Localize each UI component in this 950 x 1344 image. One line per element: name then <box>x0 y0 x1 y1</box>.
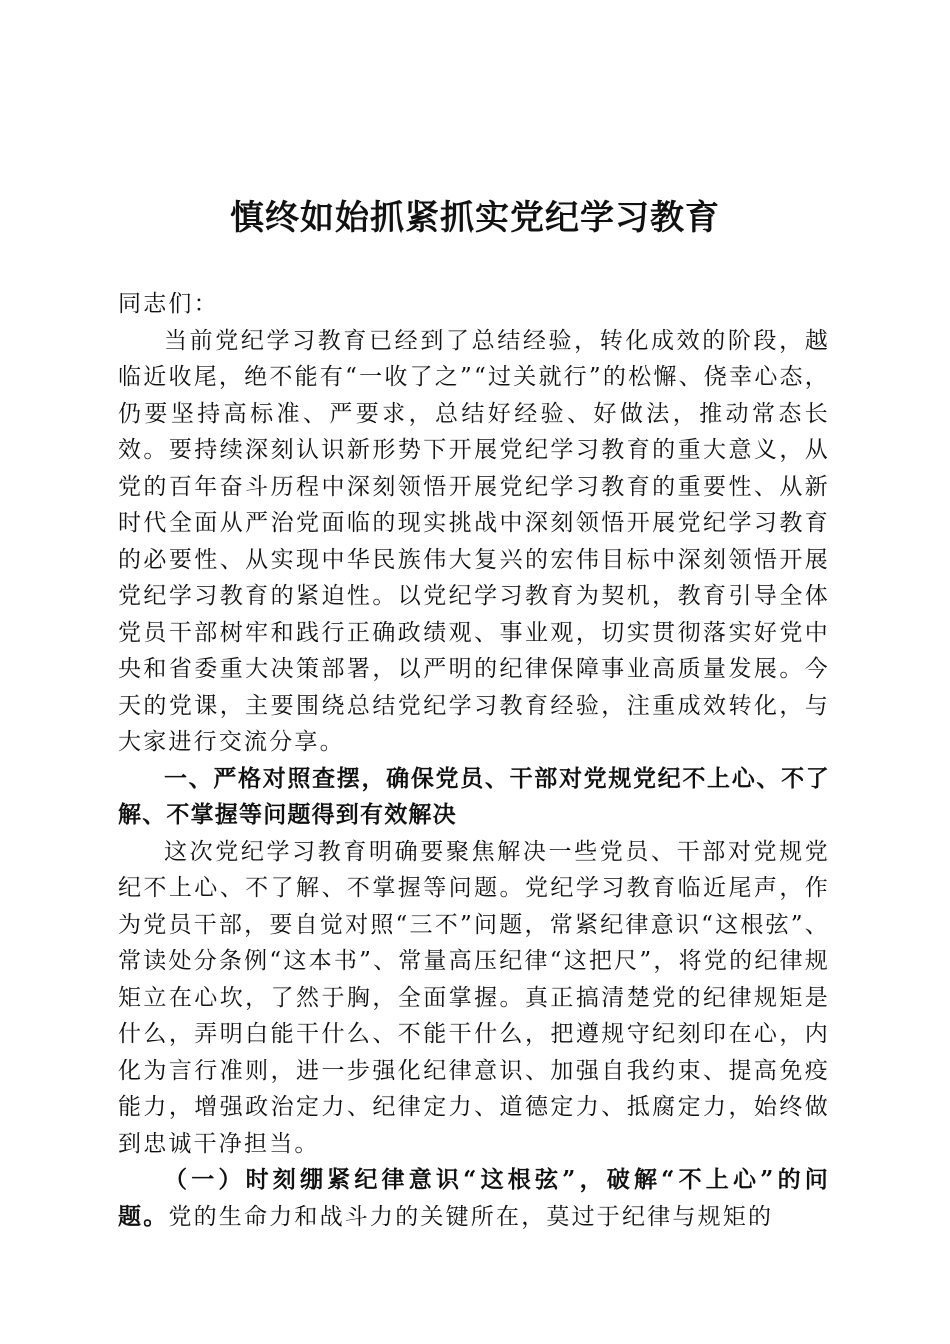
subsection-text-1: 党的生命力和战斗力的关键所在，莫过于纪律与规矩的 <box>168 1203 774 1230</box>
paragraph-section-1: 这次党纪学习教育明确要聚焦解决一些党员、干部对党规党纪不上心、不了解、不掌握等问题。党纪学习教育临近尾声，作为党员干部，要自觉对照“三不”问题，常紧纪律意识“这根弦”、常读处分条例“这本书”、常量高压纪律“这把尺”，将党的纪律规矩立在心坎，了然于胸，全面掌握。真正搞清楚党的纪律规矩是什么，弄明白能干什么、不能干什么，把遵规守纪刻印在心，内化为言行准则，进一步强化纪律意识、加强自我约束、提高免疫能力，增强政治定力、纪律定力、道德定力、抵腐定力，始终做到忠诚干净担当。 <box>118 838 830 1157</box>
document-title: 慎终如始抓紧抓实党纪学习教育 <box>230 198 720 238</box>
subsection-heading-1: （一）时刻绷紧纪律意识“这根弦”，破解“不上心”的问题。 <box>118 1166 830 1230</box>
salutation: 同志们： <box>118 291 219 317</box>
paragraph-subsection-1 <box>118 1162 830 1235</box>
section-heading-1: 一、严格对照查摆，确保党员、干部对党规党纪不上心、不了解、不掌握等问题得到有效解决 <box>118 765 830 828</box>
document-body <box>118 286 830 1235</box>
paragraph-intro: 当前党纪学习教育已经到了总结经验，转化成效的阶段，越临近收尾，绝不能有“一收了之”“过关就行”的松懈、侥幸心态，仍要坚持高标准、严要求，总结好经验、好做法，推动常态长效。要持续深刻认识新形势下开展党纪学习教育的重大意义，从党的百年奋斗历程中深刻领悟开展党纪学习教育的重要性、从新时代全面从严治党面临的现实挑战中深刻领悟开展党纪学习教育的必要性、从实现中华民族伟大复兴的宏伟目标中深刻领悟开展党纪学习教育的紧迫性。以党纪学习教育为契机，教育引导全体党员干部树牢和践行正确政绩观、事业观，切实贯彻落实好党中央和省委重大决策部署，以严明的纪律保障事业高质量发展。今天的党课，主要围绕总结党纪学习教育经验，注重成效转化，与大家进行交流分享。 <box>118 327 830 755</box>
